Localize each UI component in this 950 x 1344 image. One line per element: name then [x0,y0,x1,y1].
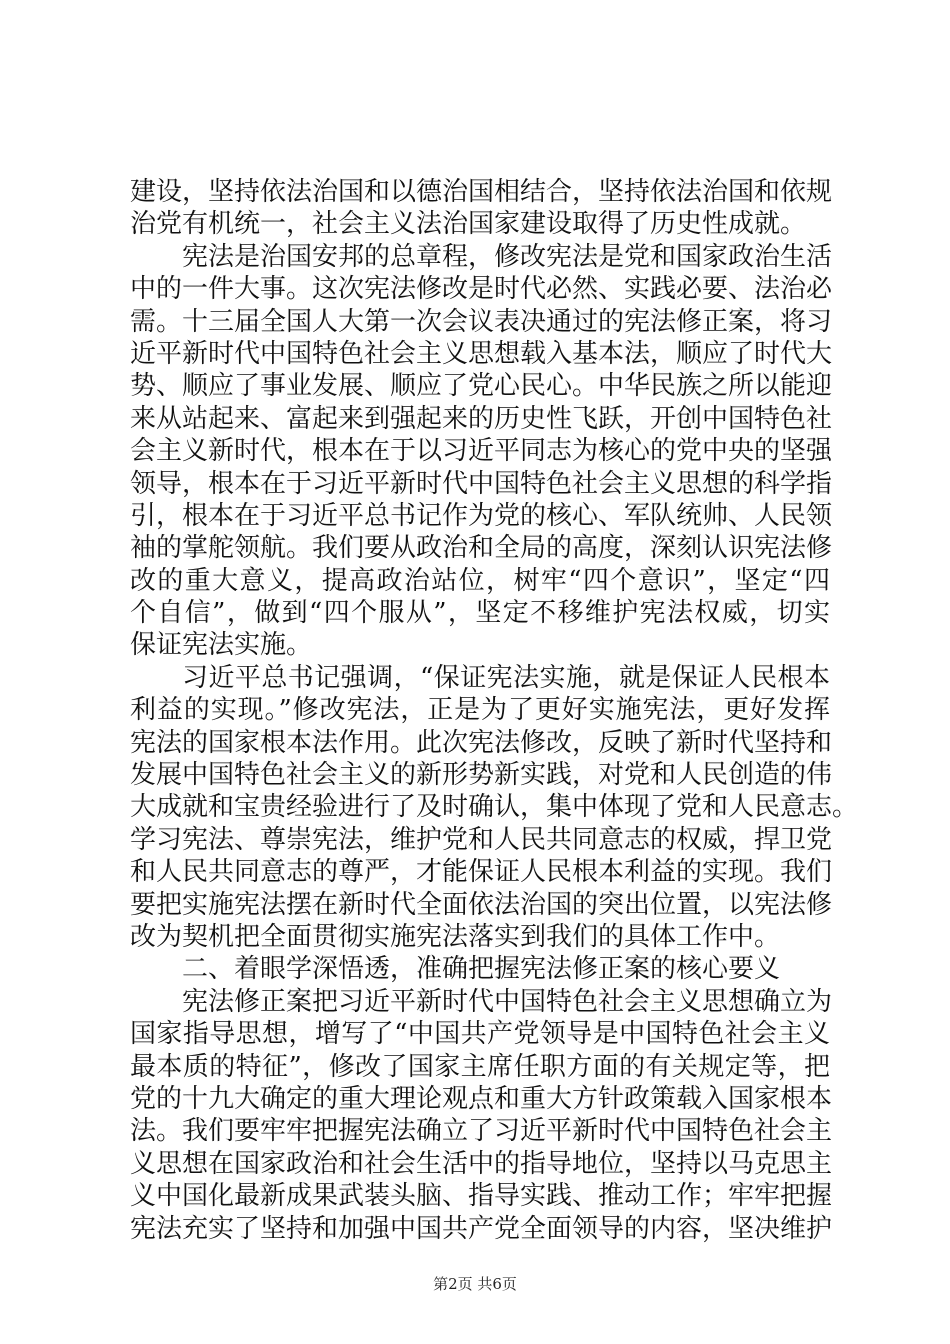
text-line: 大成就和宝贵经验进行了及时确认，集中体现了党和人民意志。 [130,792,859,823]
text-line: 宪法充实了坚持和加强中国共产党全面领导的内容，坚决维护 [130,1213,833,1244]
text-line: 改为契机把全面贯彻实施宪法落实到我们的具体工作中。 [130,921,781,952]
text-line: 治党有机统一，社会主义法治国家建设取得了历史性成就。 [130,209,807,240]
text-line: 需。十三届全国人大第一次会议表决通过的宪法修正案，将习 [130,306,833,337]
text-line: 建设，坚持依法治国和以德治国相结合，坚持依法治国和依规 [130,177,833,207]
paragraph-start-line: 宪法修正案把习近平新时代中国特色社会主义思想确立为 [182,986,833,1017]
text-line: 个自信”，做到“四个服从”，坚定不移维护宪法权威，切实 [130,598,830,629]
text-line: 和人民共同意志的尊严，才能保证人民根本利益的实现。我们 [130,857,833,888]
text-line: 宪法的国家根本法作用。此次宪法修改，反映了新时代坚持和 [130,727,833,758]
text-line: 发展中国特色社会主义的新形势新实践，对党和人民创造的伟 [130,760,833,791]
text-line: 引，根本在于习近平总书记作为党的核心、军队统帅、人民领 [130,500,833,531]
page-number-footer: 第2页 共6页 [433,1275,517,1293]
text-line: 党的十九大确定的重大理论观点和重大方针政策载入国家根本 [130,1083,833,1114]
paragraph-start-line: 习近平总书记强调，“保证宪法实施，就是保证人民根本 [182,662,830,693]
text-line: 会主义新时代，根本在于以习近平同志为核心的党中央的坚强 [130,436,833,467]
text-line: 利益的实现。”修改宪法，正是为了更好实施宪法，更好发挥 [130,695,830,726]
text-line: 最本质的特征”，修改了国家主席任职方面的有关规定等，把 [130,1051,830,1082]
text-line: 义中国化最新成果武装头脑、指导实践、推动工作；牢牢把握 [130,1181,833,1212]
section-heading: 二、着眼学深悟透，准确把握宪法修正案的核心要义 [182,954,781,985]
text-line: 要把实施宪法摆在新时代全面依法治国的突出位置，以宪法修 [130,889,833,920]
text-line: 领导，根本在于习近平新时代中国特色社会主义思想的科学指 [130,468,833,499]
text-line: 改的重大意义，提高政治站位，树牢“四个意识”，坚定“四 [130,565,830,596]
text-line: 近平新时代中国特色社会主义思想载入基本法，顺应了时代大 [130,338,833,369]
text-line: 来从站起来、富起来到强起来的历史性飞跃，开创中国特色社 [130,403,833,434]
text-line: 义思想在国家政治和社会生活中的指导地位，坚持以马克思主 [130,1148,833,1179]
text-line: 袖的掌舵领航。我们要从政治和全局的高度，深刻认识宪法修 [130,533,833,564]
text-line: 国家指导思想，增写了“中国共产党领导是中国特色社会主义 [130,1019,830,1050]
text-line: 法。我们要牢牢把握宪法确立了习近平新时代中国特色社会主 [130,1116,833,1147]
document-body [130,176,859,1245]
paragraph-start-line: 宪法是治国安邦的总章程，修改宪法是党和国家政治生活 [182,241,833,272]
text-line: 势、顺应了事业发展、顺应了党心民心。中华民族之所以能迎 [130,371,833,402]
text-line: 保证宪法实施。 [130,630,313,661]
text-line: 学习宪法、尊崇宪法，维护党和人民共同意志的权威，捍卫党 [130,824,833,855]
text-line: 中的一件大事。这次宪法修改是时代必然、实践必要、法治必 [130,274,833,305]
